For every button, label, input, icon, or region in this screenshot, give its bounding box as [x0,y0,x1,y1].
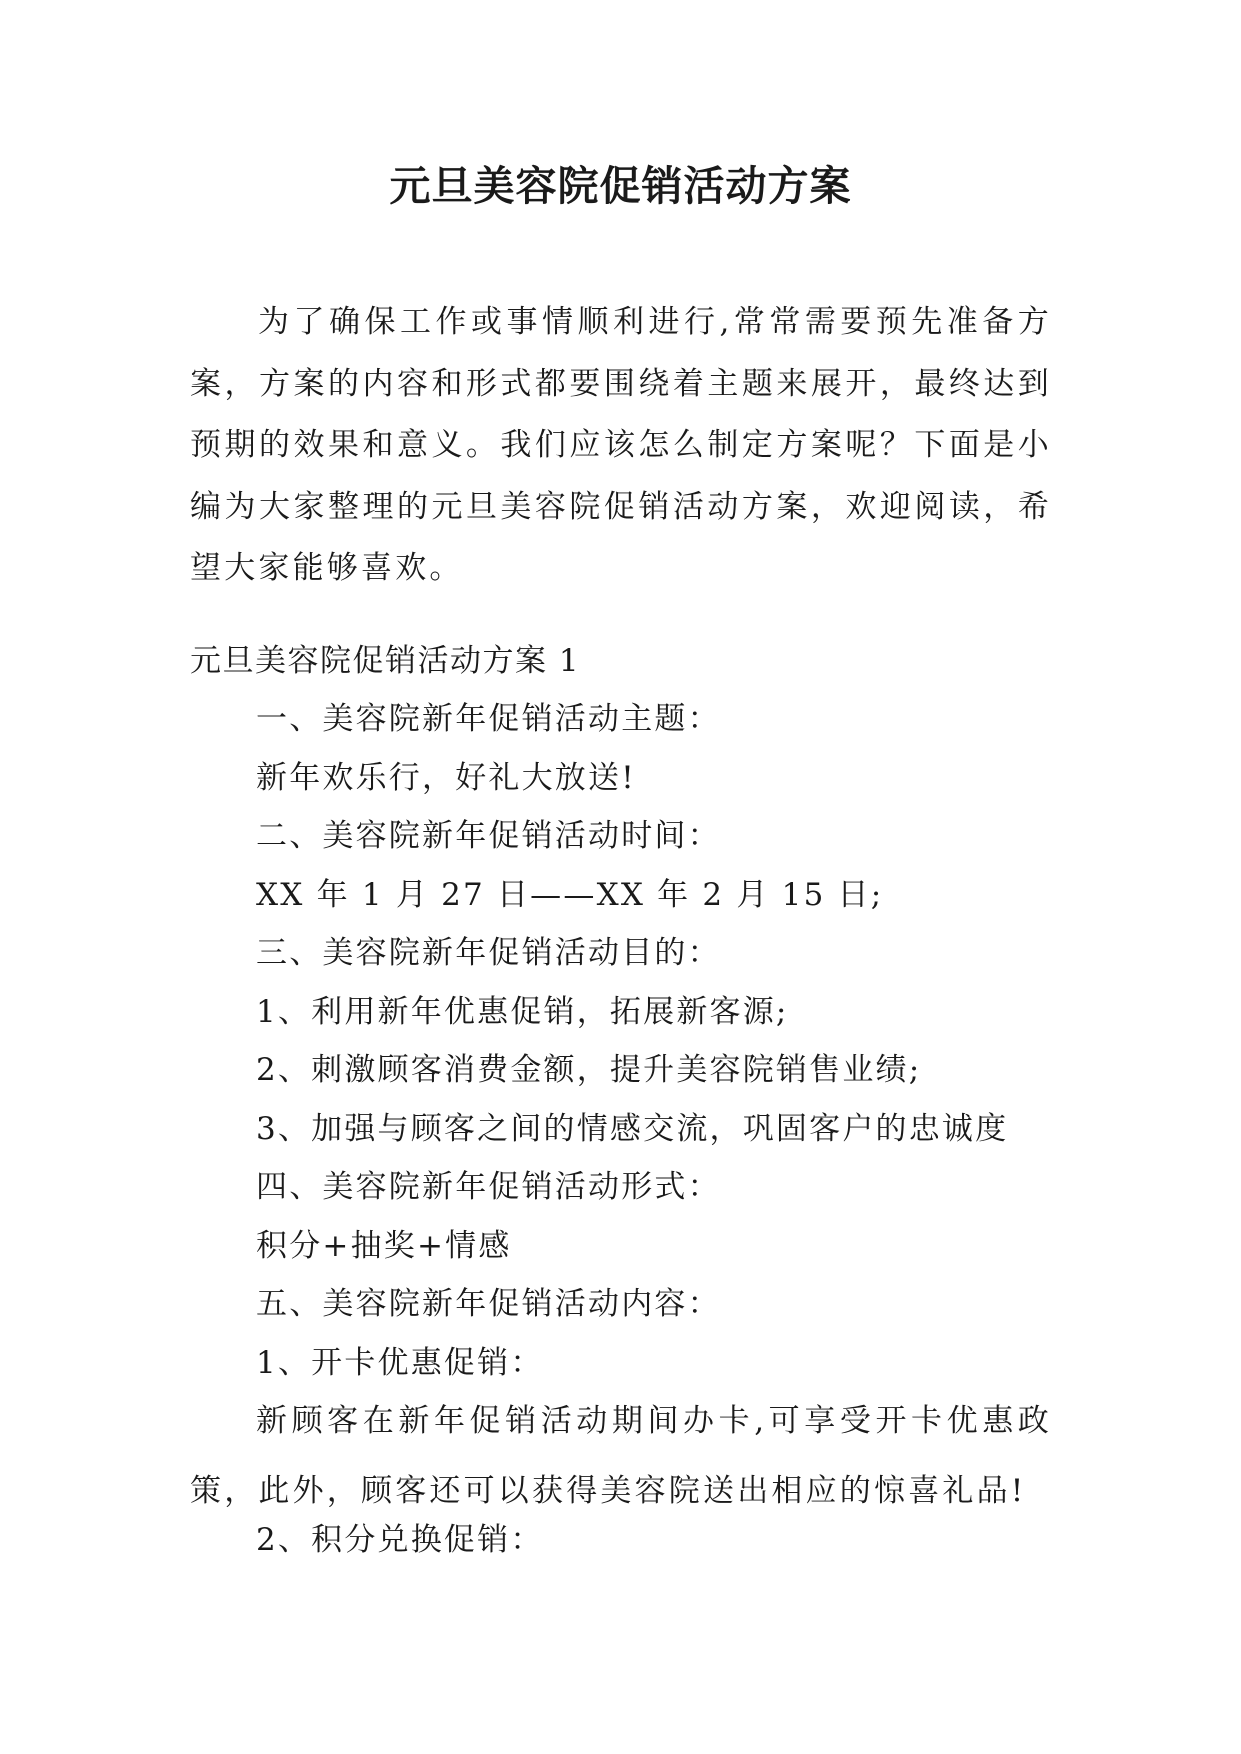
list-item: XX 年 1 月 27 日——XX 年 2 月 15 日; [256,877,884,913]
list-item: 3、加强与顾客之间的情感交流，巩固客户的忠诚度 [256,1111,1009,1147]
list-item: 1、开卡优惠促销： [256,1345,544,1381]
list-item: 三、美容院新年促销活动目的： [256,935,721,971]
list-item: 积分+抽奖+情感 [256,1228,512,1264]
list-item: 2、刺激顾客消费金额，提升美容院销售业绩; [256,1052,922,1088]
list-item: 新年欢乐行，好礼大放送! [256,760,636,796]
section-heading: 元旦美容院促销活动方案 1 [190,643,581,679]
list-item: 二、美容院新年促销活动时间： [256,818,721,854]
list-item: 一、美容院新年促销活动主题： [256,701,721,737]
list-item: 1、利用新年优惠促销，拓展新客源; [256,994,789,1030]
list-item: 四、美容院新年促销活动形式： [256,1169,721,1205]
intro-paragraph: 为了确保工作或事情顺利进行,常常需要预先准备方案，方案的内容和形式都要围绕着主题来展开，最终达到预期的效果和意义。我们应该怎么制定方案呢？下面是小编为大家整理的元旦美容院促销活动方案，欢迎阅读，希望大家能够喜欢。 [190,304,1052,586]
list-item: 2、积分兑换促销： [256,1522,544,1558]
document-title: 元旦美容院促销活动方案 [389,162,852,210]
body-paragraph: 新顾客在新年促销活动期间办卡,可享受开卡优惠政策，此外，顾客还可以获得美容院送出相应的惊喜礼品! [190,1403,1052,1509]
list-item: 五、美容院新年促销活动内容： [256,1286,721,1322]
